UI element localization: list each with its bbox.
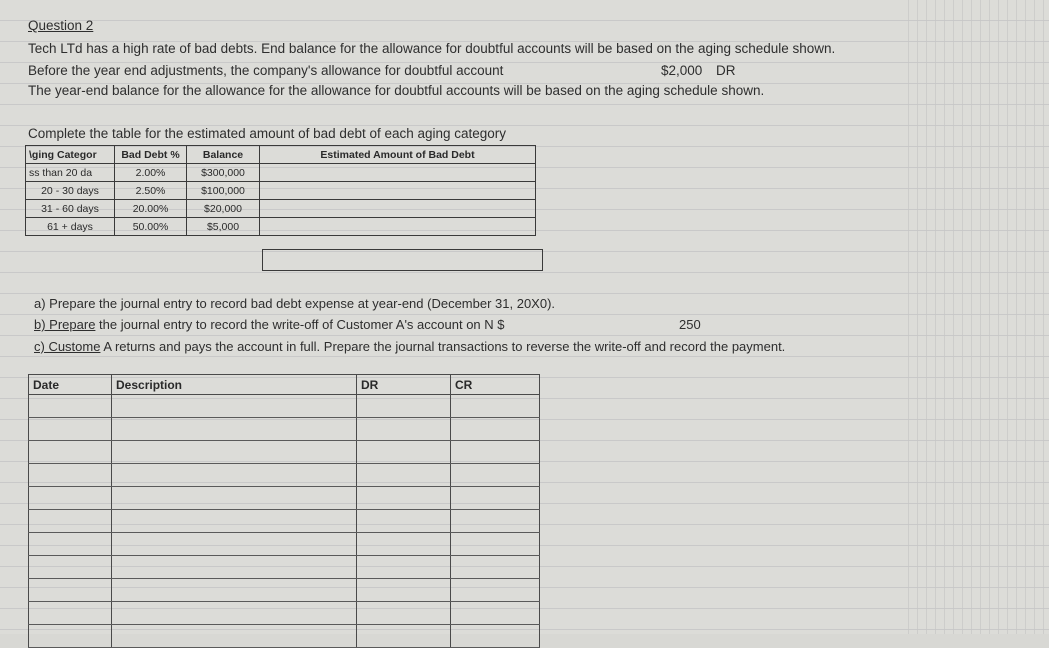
journal-cr-cell[interactable] xyxy=(451,556,540,579)
journal-description-cell[interactable] xyxy=(112,395,357,418)
journal-row xyxy=(29,602,540,625)
aging-schedule-table xyxy=(25,145,536,236)
question-line-1: Tech LTd has a high rate of bad debts. End balance for the allowance for doubtful accounts will be based on the aging schedule shown. xyxy=(28,41,836,56)
journal-entry-table xyxy=(28,374,540,648)
journal-dr-cell[interactable] xyxy=(357,441,451,464)
estimated-amount-cell[interactable] xyxy=(260,218,536,236)
journal-description-cell[interactable] xyxy=(112,487,357,510)
journal-description-cell[interactable] xyxy=(112,510,357,533)
journal-date-cell[interactable] xyxy=(29,464,112,487)
journal-row xyxy=(29,395,540,418)
question-line-3: The year-end balance for the allowance for the allowance for doubtful accounts will be based on the aging schedule shown. xyxy=(28,83,765,98)
balance-value: $100,000 xyxy=(187,182,260,200)
aging-instruction: Complete the table for the estimated amount of bad debt of each aging category xyxy=(28,126,507,141)
header-dr: DR xyxy=(357,375,451,395)
journal-row xyxy=(29,441,540,464)
task-c xyxy=(34,339,785,354)
journal-cr-cell[interactable] xyxy=(451,579,540,602)
aging-category: 61 + days xyxy=(26,218,115,236)
journal-dr-cell[interactable] xyxy=(357,579,451,602)
bad-debt-percent: 50.00% xyxy=(115,218,187,236)
journal-row xyxy=(29,533,540,556)
header-bad-debt-percent: Bad Debt % xyxy=(115,146,187,164)
task-b-text: the journal entry to record the write-off of Customer A's account on N $ xyxy=(99,317,505,332)
journal-cr-cell[interactable] xyxy=(451,464,540,487)
journal-cr-cell[interactable] xyxy=(451,441,540,464)
journal-dr-cell[interactable] xyxy=(357,510,451,533)
journal-row xyxy=(29,510,540,533)
journal-row xyxy=(29,487,540,510)
journal-dr-cell[interactable] xyxy=(357,418,451,441)
balance-value: $20,000 xyxy=(187,200,260,218)
task-b xyxy=(34,317,505,332)
header-aging-category: \ging Categor xyxy=(26,146,115,164)
bad-debt-percent: 2.00% xyxy=(115,164,187,182)
journal-row xyxy=(29,579,540,602)
journal-description-cell[interactable] xyxy=(112,579,357,602)
journal-cr-cell[interactable] xyxy=(451,625,540,648)
aging-category: 20 - 30 days xyxy=(26,182,115,200)
journal-date-cell[interactable] xyxy=(29,533,112,556)
estimated-amount-cell[interactable] xyxy=(260,200,536,218)
aging-row xyxy=(26,164,536,182)
task-c-text: A returns and pays the account in full. Prepare the journal transactions to reverse the write-off and record the payment. xyxy=(103,339,786,354)
journal-cr-cell[interactable] xyxy=(451,418,540,441)
aging-category: ss than 20 da xyxy=(26,164,115,182)
journal-cr-cell[interactable] xyxy=(451,395,540,418)
estimated-amount-cell[interactable] xyxy=(260,164,536,182)
journal-cr-cell[interactable] xyxy=(451,533,540,556)
aging-row xyxy=(26,182,536,200)
journal-date-cell[interactable] xyxy=(29,418,112,441)
journal-description-cell[interactable] xyxy=(112,625,357,648)
question-title: Question 2 xyxy=(28,18,94,33)
spreadsheet-gridlines xyxy=(900,0,1049,634)
header-balance: Balance xyxy=(187,146,260,164)
task-a: a) Prepare the journal entry to record bad debt expense at year-end (December 31, 20X0). xyxy=(34,296,556,311)
header-date: Date xyxy=(29,375,112,395)
journal-description-cell[interactable] xyxy=(112,602,357,625)
estimated-amount-cell[interactable] xyxy=(260,182,536,200)
journal-description-cell[interactable] xyxy=(112,441,357,464)
journal-dr-cell[interactable] xyxy=(357,556,451,579)
journal-dr-cell[interactable] xyxy=(357,625,451,648)
journal-dr-cell[interactable] xyxy=(357,464,451,487)
journal-date-cell[interactable] xyxy=(29,441,112,464)
aging-category: 31 - 60 days xyxy=(26,200,115,218)
journal-date-cell[interactable] xyxy=(29,556,112,579)
journal-date-cell[interactable] xyxy=(29,579,112,602)
aging-row xyxy=(26,200,536,218)
journal-row xyxy=(29,625,540,648)
task-b-prefix: b) Prepare xyxy=(34,317,96,332)
journal-cr-cell[interactable] xyxy=(451,510,540,533)
header-description: Description xyxy=(112,375,357,395)
journal-date-cell[interactable] xyxy=(29,510,112,533)
write-off-amount: 250 xyxy=(679,317,701,332)
aging-header-row xyxy=(26,146,536,164)
journal-dr-cell[interactable] xyxy=(357,533,451,556)
journal-dr-cell[interactable] xyxy=(357,602,451,625)
journal-date-cell[interactable] xyxy=(29,487,112,510)
journal-header-row xyxy=(29,375,540,395)
task-c-prefix: c) Custome xyxy=(34,339,101,354)
journal-description-cell[interactable] xyxy=(112,533,357,556)
journal-body xyxy=(29,395,540,648)
aging-row xyxy=(26,218,536,236)
journal-row xyxy=(29,418,540,441)
estimated-total-cell[interactable] xyxy=(262,249,543,271)
journal-description-cell[interactable] xyxy=(112,556,357,579)
journal-dr-cell[interactable] xyxy=(357,487,451,510)
bad-debt-percent: 20.00% xyxy=(115,200,187,218)
balance-value: $5,000 xyxy=(187,218,260,236)
journal-cr-cell[interactable] xyxy=(451,602,540,625)
bad-debt-percent: 2.50% xyxy=(115,182,187,200)
journal-date-cell[interactable] xyxy=(29,602,112,625)
journal-row xyxy=(29,464,540,487)
journal-row xyxy=(29,556,540,579)
balance-value: $300,000 xyxy=(187,164,260,182)
allowance-side: DR xyxy=(716,63,736,78)
journal-cr-cell[interactable] xyxy=(451,487,540,510)
allowance-amount: $2,000 xyxy=(661,63,703,78)
journal-description-cell[interactable] xyxy=(112,464,357,487)
header-cr: CR xyxy=(451,375,540,395)
journal-dr-cell[interactable] xyxy=(357,395,451,418)
journal-date-cell[interactable] xyxy=(29,395,112,418)
question-line-2: Before the year end adjustments, the company's allowance for doubtful account xyxy=(28,63,504,78)
journal-description-cell[interactable] xyxy=(112,418,357,441)
journal-date-cell[interactable] xyxy=(29,625,112,648)
header-estimated-amount: Estimated Amount of Bad Debt xyxy=(260,146,536,164)
